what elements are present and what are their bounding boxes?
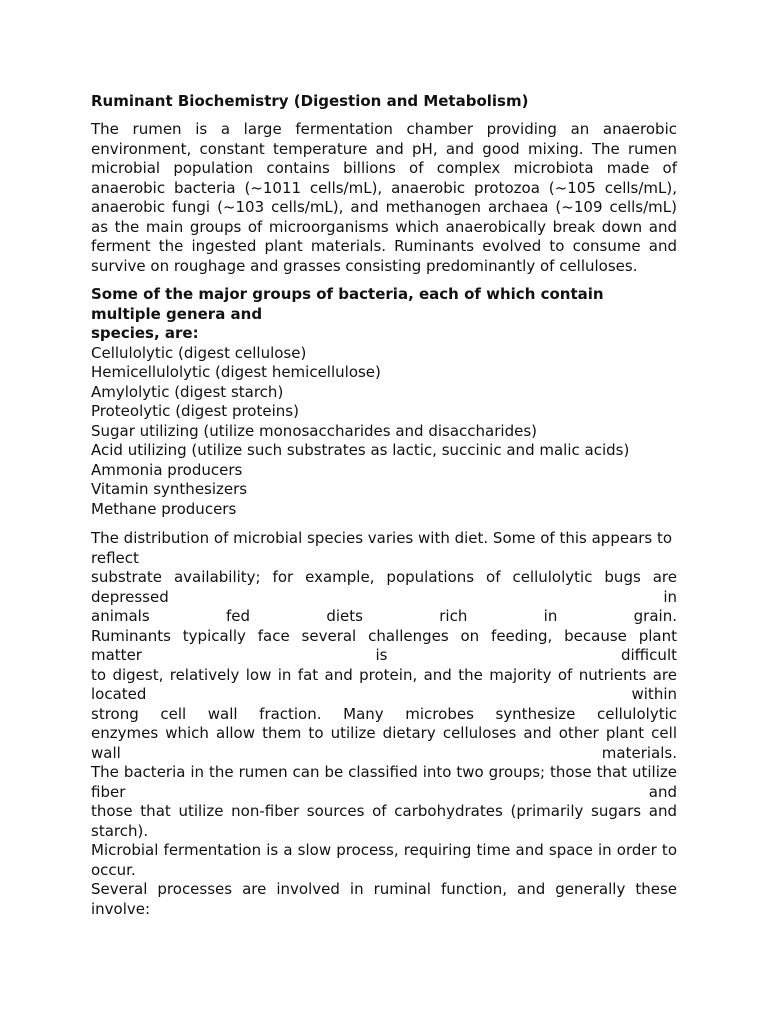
text-line: substrate availability; for example, populations of cellulolytic bugs are <box>91 568 677 586</box>
text-line: reflect <box>91 548 139 567</box>
text-line: involve: <box>91 899 151 918</box>
text-line: those that utilize non-fiber sources of carbohydrates (primarily sugars and <box>91 802 677 820</box>
bacteria-groups-heading <box>91 285 677 344</box>
text-line: located within <box>91 685 677 703</box>
text-line: matter is difficult <box>91 646 677 664</box>
text-line: to digest, relatively low in fat and protein, and the majority of nutrients are <box>91 665 677 684</box>
intro-paragraph: The rumen is a large fermentation chamber providing an anaerobic environment, constant temperature and pH, and good mixing. The rumen microbial population contains billions of complex microbiota made of anaerobic bacteria (~1011 cells/mL), anaerobic protozoa (~105 cells/mL), anaerobic fungi (~103 cells/mL), and methanogen archaea (~109 cells/mL) as the main groups of microorganisms which anaerobically break down and ferment the ingested plant materials. Ruminants evolved to consume and survive on roughage and grasses consisting predominantly of celluloses. <box>91 120 677 275</box>
text-line: animals fed diets rich in grain. <box>91 607 677 625</box>
list-item: Vitamin synthesizers <box>91 480 248 498</box>
text-line: strong cell wall fraction. Many microbes synthesize cellulolytic <box>91 704 677 723</box>
list-item: Acid utilizing (utilize such substrates as lactic, succinic and malic acids) <box>91 441 630 459</box>
list-item: Ammonia producers <box>91 460 243 479</box>
text-line: enzymes which allow them to utilize dietary celluloses and other plant cell <box>91 724 677 742</box>
text-line: wall materials. <box>91 743 677 762</box>
text-line: Microbial fermentation is a slow process, requiring time and space in order to <box>91 841 677 859</box>
text-line: The distribution of microbial species varies with diet. Some of this appears to <box>91 529 673 547</box>
text-line: The bacteria in the rumen can be classified into two groups; those that utilize <box>91 763 677 781</box>
text-line: starch). <box>91 821 149 840</box>
list-item: Sugar utilizing (utilize monosaccharides and disaccharides) <box>91 421 537 440</box>
heading-line: multiple genera and <box>91 304 263 323</box>
list-item: Amylolytic (digest starch) <box>91 382 284 401</box>
document-body <box>91 91 677 928</box>
list-item: Hemicellulolytic (digest hemicellulose) <box>91 363 381 381</box>
list-item: Cellulolytic (digest cellulose) <box>91 343 307 362</box>
list-item: Proteolytic (digest proteins) <box>91 402 299 420</box>
heading-line: species, are: <box>91 324 199 342</box>
distribution-paragraph <box>91 529 677 919</box>
text-line: fiber and <box>91 782 677 801</box>
text-line: depressed in <box>91 587 677 606</box>
list-item: Methane producers <box>91 499 237 518</box>
text-line: Ruminants typically face several challenges on feeding, because plant <box>91 626 677 645</box>
text-line: Several processes are involved in ruminal function, and generally these <box>91 880 677 898</box>
heading-line: Some of the major groups of bacteria, each of which contain <box>91 285 604 303</box>
document-title: Ruminant Biochemistry (Digestion and Metabolism) <box>91 92 529 110</box>
bacteria-groups-list <box>91 344 677 520</box>
text-line: occur. <box>91 860 136 879</box>
